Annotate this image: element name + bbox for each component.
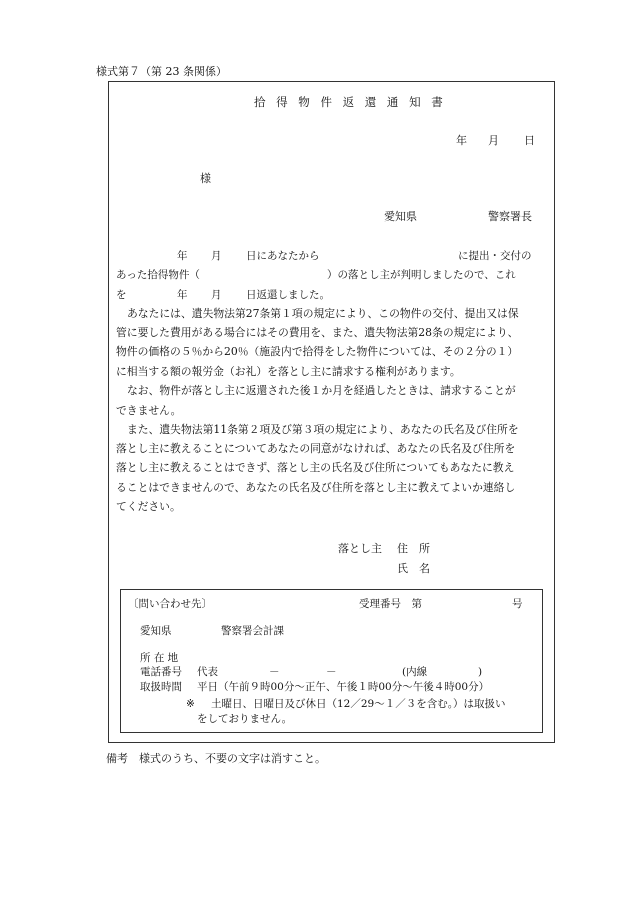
remark-note: 備考 様式のうち、不要の文字は消すこと。	[106, 752, 326, 765]
note-mark: ※	[186, 698, 195, 710]
intro-month-label: 月	[211, 250, 222, 262]
intro-day-text: 日にあなたから	[246, 250, 320, 262]
date-year-label: 年	[456, 134, 467, 147]
intro-item-close: ）の落とし主が判明しましたので、これ	[327, 269, 516, 281]
hours-label: 取扱時間	[140, 681, 182, 693]
phone-representative: 代表	[197, 666, 218, 678]
form-label: 様式第７（第 23 条関係）	[96, 65, 227, 78]
intro-submitted-text: に提出・交付の	[458, 250, 532, 262]
paragraph-deadline-line: なお、物件が落とし主に返還された後１か月を経過したときは、請求することが	[127, 384, 516, 397]
paragraph-rights-line: 物件の価格の５％から20％（施設内で拾得をした物件については、その２分の１）	[116, 345, 519, 358]
paragraph-rights-line: に相当する額の報労金（お礼）を落とし主に請求する権利があります。	[116, 365, 461, 378]
intro-return-month: 月	[211, 289, 222, 301]
location-label: 所 在 地	[140, 652, 179, 664]
date-month-label: 月	[488, 134, 499, 147]
paragraph-consent-line: また、遺失物法第11条第２項及び第３項の規定により、あなたの氏名及び住所を	[127, 423, 519, 436]
receipt-number-suffix: 号	[512, 598, 523, 610]
intro-return-day: 日返還しました。	[246, 289, 330, 301]
phone-dash: －	[269, 666, 280, 678]
intro-item-open: あった拾得物件（	[116, 269, 200, 281]
intro-year-label: 年	[177, 250, 188, 262]
paragraph-consent-line: ることはできませんので、あなたの氏名及び住所を落とし主に教えてよいか連絡し	[116, 481, 516, 494]
paragraph-deadline-line: できません。	[116, 404, 182, 417]
paragraph-consent-line: 落とし主に教えることはできず、落とし主の氏名及び住所についてもあなたに教え	[116, 461, 515, 474]
phone-dash: －	[326, 666, 337, 678]
paragraph-rights-line: あなたには、遺失物法第27条第１項の規定により、この物件の交付、提出又は保	[127, 307, 519, 320]
contact-prefecture: 愛知県	[140, 625, 172, 637]
contact-department: 警察署会計課	[221, 625, 284, 637]
phone-extension-close: )	[478, 666, 483, 678]
paragraph-consent-line: てください。	[116, 500, 181, 513]
note-holiday-line: をしておりません。	[197, 713, 293, 725]
intro-wo: を	[116, 289, 127, 301]
addressee-honorific: 様	[200, 172, 211, 185]
owner-label: 落とし主	[338, 542, 382, 555]
intro-return-year: 年	[177, 289, 188, 301]
sender-prefecture: 愛知県	[384, 210, 417, 223]
date-day-label: 日	[524, 134, 535, 147]
hours-value: 平日（午前９時00分～正午、午後１時00分～午後４時00分）	[197, 681, 490, 693]
phone-extension: (内線	[402, 666, 428, 678]
paragraph-consent-line: 落とし主に教えることについてあなたの同意がなければ、あなたの氏名及び住所を	[116, 442, 516, 455]
document-title: 拾 得 物 件 返 還 通 知 書	[254, 95, 447, 109]
contact-header: 〔問い合わせ先〕	[128, 598, 212, 610]
receipt-number-label: 受理番号 第	[359, 598, 422, 610]
paragraph-rights-line: 管に要した費用がある場合にはその費用を、また、遺失物法第28条の規定により、	[116, 326, 519, 339]
phone-label: 電話番号	[140, 666, 182, 678]
owner-address-label: 住 所	[397, 542, 430, 555]
sender-station-chief: 警察署長	[488, 210, 532, 223]
note-holiday-line: 土曜日、日曜日及び休日（12／29～１／３を含む。）は取扱い	[211, 698, 506, 710]
owner-name-label: 氏 名	[397, 562, 430, 575]
